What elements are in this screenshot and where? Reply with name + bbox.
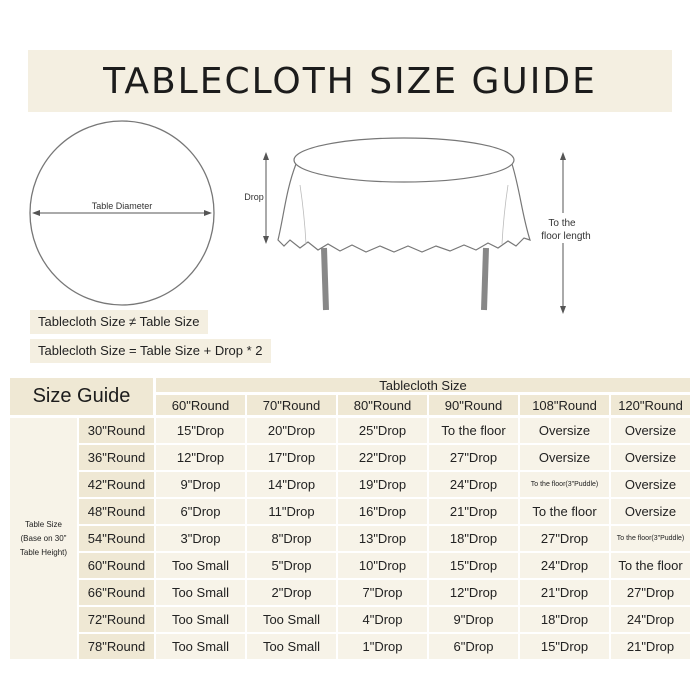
table-cell: 27"Drop: [520, 526, 609, 551]
formula-sum: Tablecloth Size = Table Size + Drop * 2: [30, 339, 271, 363]
formula-not-equal: Tablecloth Size ≠ Table Size: [30, 310, 208, 334]
table-cell: To the floor: [520, 499, 609, 524]
table-cell: 2"Drop: [247, 580, 336, 605]
row-header: 72"Round: [79, 607, 154, 632]
tablecloth-table-icon: [278, 138, 530, 310]
table-cell: To the floor: [429, 418, 518, 443]
side-label-line: Table Size: [25, 519, 62, 529]
table-cell: 21"Drop: [429, 499, 518, 524]
table-cell: 27"Drop: [429, 445, 518, 470]
table-cell: Oversize: [520, 445, 609, 470]
column-header: 70"Round: [247, 395, 336, 415]
table-cell: 22"Drop: [338, 445, 427, 470]
table-size-side-label: [10, 418, 77, 659]
table-cell: Too Small: [247, 607, 336, 632]
table-cell: 21"Drop: [520, 580, 609, 605]
table-cell: 15"Drop: [156, 418, 245, 443]
row-header: 54"Round: [79, 526, 154, 551]
table-cell: Oversize: [520, 418, 609, 443]
table-cell: 13"Drop: [338, 526, 427, 551]
table-cell: 12"Drop: [156, 445, 245, 470]
table-cell: 24"Drop: [611, 607, 690, 632]
table-cell: 7"Drop: [338, 580, 427, 605]
floor-label-2: floor length: [541, 231, 591, 242]
column-header: 80"Round: [338, 395, 427, 415]
table-cell: 12"Drop: [429, 580, 518, 605]
table-cell: Too Small: [156, 634, 245, 659]
table-cell: 1"Drop: [338, 634, 427, 659]
table-cell: 25"Drop: [338, 418, 427, 443]
column-header: 90"Round: [429, 395, 518, 415]
row-header: 42"Round: [79, 472, 154, 497]
table-cell: Oversize: [611, 418, 690, 443]
row-header: 78"Round: [79, 634, 154, 659]
column-header: 60"Round: [156, 395, 245, 415]
table-cell: 8"Drop: [247, 526, 336, 551]
table-cell: To the floor(3"Puddle): [611, 526, 690, 551]
table-cell: 15"Drop: [429, 553, 518, 578]
table-cell: 18"Drop: [429, 526, 518, 551]
table-cell: To the floor: [611, 553, 690, 578]
table-cell: Oversize: [611, 499, 690, 524]
column-header: 120"Round: [611, 395, 690, 415]
table-cell: Oversize: [611, 472, 690, 497]
table-cell: 6"Drop: [429, 634, 518, 659]
table-cell: 4"Drop: [338, 607, 427, 632]
table-cell: 10"Drop: [338, 553, 427, 578]
table-cell: 18"Drop: [520, 607, 609, 632]
table-cell: Oversize: [611, 445, 690, 470]
table-cell: 15"Drop: [520, 634, 609, 659]
diameter-label: Table Diameter: [91, 201, 153, 211]
table-cell: To the floor(3"Puddle): [520, 472, 609, 497]
table-cell: 14"Drop: [247, 472, 336, 497]
size-guide-label: Size Guide: [10, 378, 153, 415]
table-cell: Too Small: [247, 634, 336, 659]
table-cell: 27"Drop: [611, 580, 690, 605]
drop-label: Drop: [244, 192, 264, 202]
table-cell: 19"Drop: [338, 472, 427, 497]
table-cell: 9"Drop: [156, 472, 245, 497]
row-header: 36"Round: [79, 445, 154, 470]
table-cell: 11"Drop: [247, 499, 336, 524]
side-label-line: Table Height): [19, 547, 68, 557]
row-header: 48"Round: [79, 499, 154, 524]
table-cell: 16"Drop: [338, 499, 427, 524]
row-header: 60"Round: [79, 553, 154, 578]
side-label-line: (Base on 30": [20, 533, 67, 543]
page-title: TABLECLOTH SIZE GUIDE: [103, 60, 597, 102]
table-cell: 3"Drop: [156, 526, 245, 551]
table-cell: Too Small: [156, 580, 245, 605]
table-cell: 6"Drop: [156, 499, 245, 524]
floor-label-1: To the: [548, 218, 576, 229]
table-cell: 20"Drop: [247, 418, 336, 443]
table-cell: Too Small: [156, 607, 245, 632]
row-header: 66"Round: [79, 580, 154, 605]
row-header: 30"Round: [79, 418, 154, 443]
table-cell: 5"Drop: [247, 553, 336, 578]
illustration: [0, 0, 700, 320]
column-header: 108"Round: [520, 395, 609, 415]
table-cell: 9"Drop: [429, 607, 518, 632]
table-cell: Too Small: [156, 553, 245, 578]
table-cell: 17"Drop: [247, 445, 336, 470]
table-cell: 24"Drop: [520, 553, 609, 578]
table-cell: 21"Drop: [611, 634, 690, 659]
table-cell: 24"Drop: [429, 472, 518, 497]
tablecloth-size-header: Tablecloth Size: [156, 378, 690, 392]
